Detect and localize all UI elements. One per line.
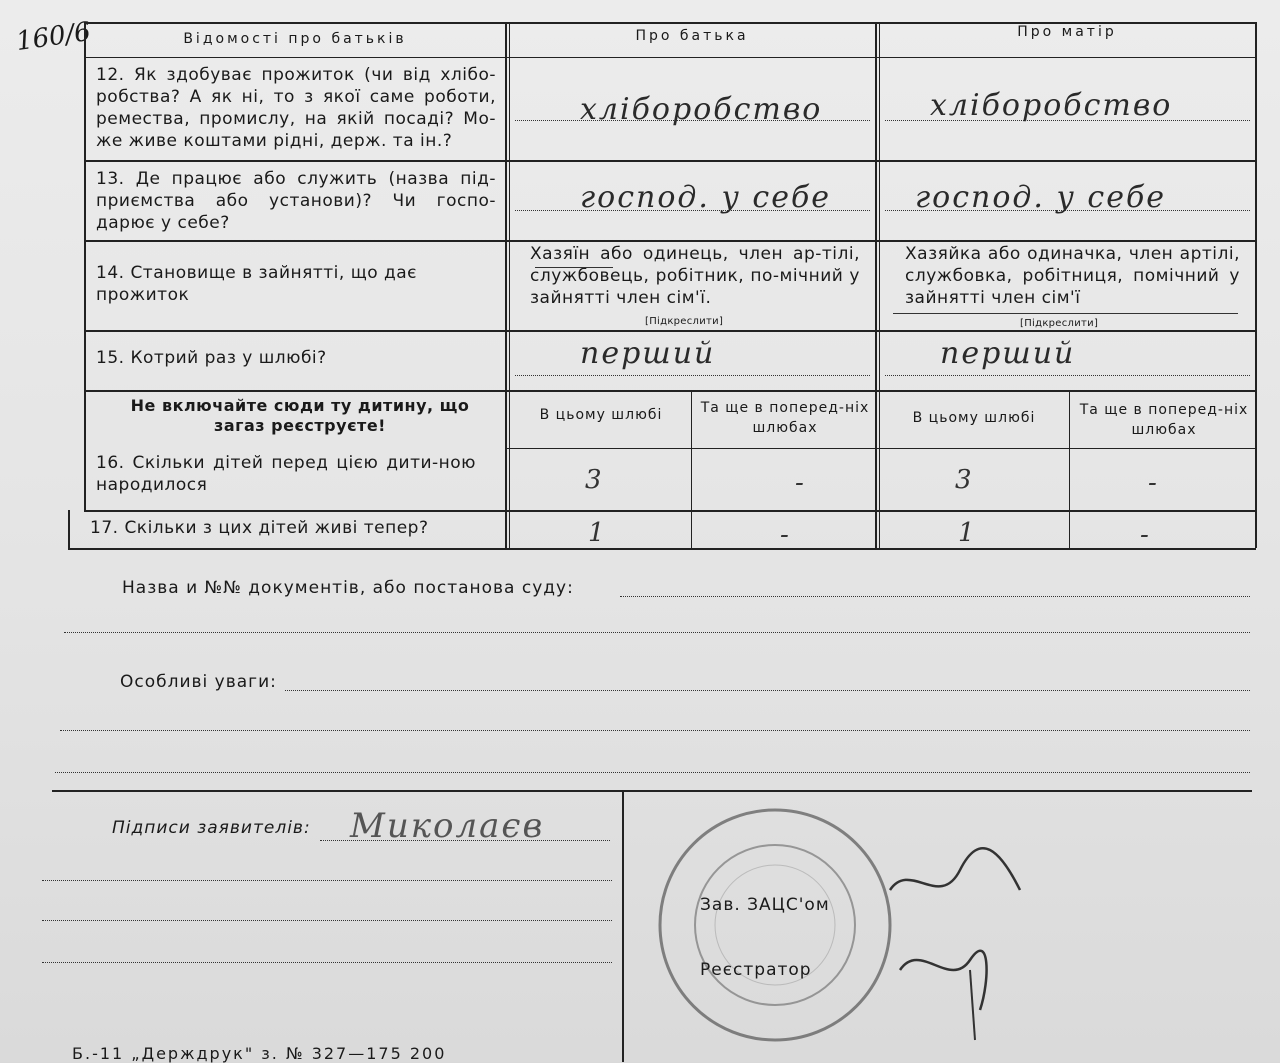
q17-father-this: 1 bbox=[588, 518, 605, 548]
q12-mother-answer: хліборобство bbox=[930, 88, 1173, 123]
header-parents-info: Відомості про батьків bbox=[183, 31, 407, 47]
footer-print-info: Б.-11 „Держдрук" з. № 327—175 200 bbox=[72, 1044, 447, 1063]
q13-father-answer: господ. у себе bbox=[580, 180, 832, 215]
header-father: Про батька bbox=[635, 28, 749, 44]
q17-father-prev: - bbox=[780, 520, 789, 550]
official-signature bbox=[880, 830, 1060, 1050]
question-14-label: 14. Становище в зайнятті, що дає прожиток bbox=[96, 263, 418, 305]
remarks-line-1 bbox=[285, 690, 1250, 691]
documents-line-1 bbox=[620, 596, 1250, 597]
head-label: Зав. ЗАЦС'ом bbox=[700, 895, 830, 915]
q14-mother-options: Хазяйка або одиначка, член артілі, службовка, робітниця, помічний у зайнятті член сім'ї bbox=[905, 244, 1240, 308]
q14-mother-underline bbox=[893, 313, 1238, 314]
q17-mother-this: 1 bbox=[958, 518, 975, 548]
documents-line-2 bbox=[64, 632, 1250, 633]
q14-father-options: Хазяїн або одинець, член ар-тілі, службовець, робітник, по-мічний у зайнятті член сім'ї. bbox=[530, 244, 860, 308]
signature-section-divider bbox=[622, 790, 624, 1062]
q15-mother-answer: перший bbox=[940, 336, 1076, 371]
header-mother: Про матір bbox=[1017, 24, 1117, 40]
q14-mother-note: [Підкреслити] bbox=[1020, 318, 1099, 329]
official-seal-stamp bbox=[650, 800, 900, 1050]
signature-line-4 bbox=[42, 962, 612, 963]
q16-father-this: 3 bbox=[585, 465, 602, 495]
remarks-label: Особливі уваги: bbox=[120, 672, 277, 692]
signatures-label: Підписи заявителів: bbox=[112, 818, 311, 838]
mother-this-marriage-header: В цьому шлюбі bbox=[912, 410, 1036, 426]
signature-line-3 bbox=[42, 920, 612, 921]
question-16-label: 16. Скільки дітей перед цією дити-ною народилося bbox=[96, 453, 476, 495]
question-12-label: 12. Як здобуває прожиток (чи від хлібо-робства? А як ні, то з якої саме роботи, ремества, промислу, на якій посаді? Мо-же живе коштами рідні, держ. та ін.? bbox=[96, 65, 496, 151]
mother-prev-marriages-header: Та ще в поперед-ніх шлюбах bbox=[1079, 402, 1249, 438]
q13-mother-answer: господ. у себе bbox=[915, 180, 1167, 215]
remarks-line-3 bbox=[55, 772, 1250, 773]
q17-mother-prev: - bbox=[1140, 520, 1149, 550]
q14-father-underline bbox=[535, 267, 613, 268]
children-note: Не включайте сюди ту дитину, що загаз реєструєте! bbox=[130, 396, 470, 435]
father-prev-marriages-header: Та ще в поперед-ніх шлюбах bbox=[700, 400, 870, 436]
q16-mother-this: 3 bbox=[955, 465, 972, 495]
signature-section-top bbox=[52, 790, 1252, 792]
registrar-label: Реєстратор bbox=[700, 960, 812, 980]
q12-father-answer: хліборобство bbox=[580, 92, 823, 127]
applicant-signature: Миколаєв bbox=[350, 806, 545, 846]
question-13-label: 13. Де працює або служить (назва під-приємства або установи)? Чи госпо-дарює у себе? bbox=[96, 169, 496, 233]
page-number: 160/6 bbox=[14, 16, 93, 58]
documents-label: Назва и №№ документів, або постанова суду: bbox=[122, 578, 574, 598]
q16-mother-prev: - bbox=[1148, 468, 1157, 498]
q16-father-prev: - bbox=[795, 468, 804, 498]
signature-line-1 bbox=[320, 840, 610, 841]
father-this-marriage-header: В цьому шлюбі bbox=[539, 407, 663, 423]
q15-father-answer: перший bbox=[580, 336, 716, 371]
signature-line-2 bbox=[42, 880, 612, 881]
question-15-label: 15. Котрий раз у шлюбі? bbox=[96, 348, 327, 368]
q14-father-note: [Підкреслити] bbox=[645, 316, 724, 327]
question-17-label: 17. Скільки з цих дітей живі тепер? bbox=[90, 518, 429, 538]
remarks-line-2 bbox=[60, 730, 1250, 731]
